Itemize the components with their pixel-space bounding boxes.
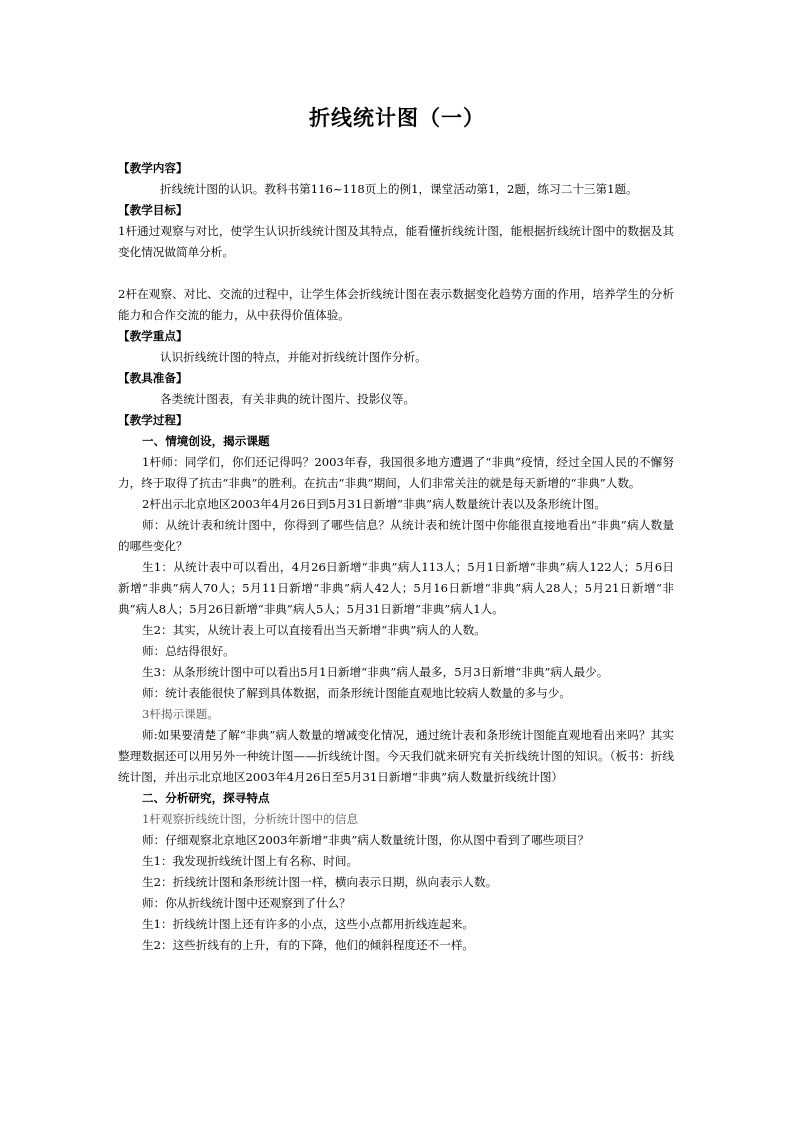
paragraph: 1杆观察折线统计图，分析统计图中的信息 xyxy=(142,812,359,826)
paragraph: 各类统计图表，有关非典的统计图片、投影仪等。 xyxy=(160,392,416,406)
section-heading-prep: 【教具准备】 xyxy=(118,371,188,385)
paragraph: 生1：从统计表中可以看出，4月26日新增“非典”病人113人；5月1日新增“非典”病人122人；5月6日新增“非典”病人70人；5月11日新增“非典”病人42人；5月16日新增“非典”病人28人；5月21日新增“非典”病人8人；5月26日新增“非典”病人5人；5月31日新增“非典”病人1人。 xyxy=(118,560,674,616)
paragraph: 折线统计图的认识。教科书第116~118页上的例1，课堂活动第1，2题，练习二十三第1题。 xyxy=(160,182,638,196)
paragraph: 生2：其实，从统计表上可以直接看出当天新增“非典”病人的人数。 xyxy=(142,623,486,637)
paragraph: 1杆通过观察与对比，使学生认识折线统计图及其特点，能看懂折线统计图，能根据折线统计图中的数据及其变化情况做简单分析。 xyxy=(118,224,674,259)
paragraph: 1杆师：同学们，你们还记得吗？2003年春，我国很多地方遭遇了“非典”疫情，经过全国人民的不懈努力，终于取得了抗击“非典”的胜利。在抗击“非典”期间，人们非常关注的就是每天新增的“非典”人数。 xyxy=(118,455,674,490)
section-heading-process: 【教学过程】 xyxy=(118,413,188,427)
paragraph: 3杆揭示课题。 xyxy=(142,707,219,721)
paragraph: 2杆出示北京地区2003年4月26日到5月31日新增“非典”病人数量统计表以及条形统计图。 xyxy=(142,497,606,511)
paragraph: 生3：从条形统计图中可以看出5月1日新增“非典”病人最多，5月3日新增“非典”病人最少。 xyxy=(142,665,609,679)
paragraph: 生1：折线统计图上还有许多的小点，这些小点都用折线连起来。 xyxy=(142,917,475,931)
document-body xyxy=(118,158,674,956)
paragraph: 认识折线统计图的特点，并能对折线统计图作分析。 xyxy=(160,350,427,364)
paragraph: 生2：这些折线有的上升，有的下降，他们的倾斜程度还不一样。 xyxy=(142,938,475,952)
paragraph: 师：从统计表和统计图中，你得到了哪些信息？从统计表和统计图中你能很直接地看出“非典”病人数量的哪些变化？ xyxy=(118,518,674,553)
paragraph: 师：仔细观察北京地区2003年新增“非典”病人数量统计图，你从图中看到了哪些项目？ xyxy=(142,833,590,847)
paragraph: 生1：我发现折线统计图上有名称、时间。 xyxy=(142,854,359,868)
part-heading: 一、情境创设，揭示课题 xyxy=(142,434,270,448)
paragraph: 师：统计表能很快了解到具体数据，而条形统计图能直观地比较病人数量的多与少。 xyxy=(142,686,571,700)
paragraph: 2杆在观察、对比、交流的过程中，让学生体会折线统计图在表示数据变化趋势方面的作用，培养学生的分析能力和合作交流的能力，从中获得价值体验。 xyxy=(118,287,674,322)
part-heading: 二、分析研究，探寻特点 xyxy=(142,791,270,805)
paragraph: 师：总结得很好。 xyxy=(142,644,235,658)
section-heading-content: 【教学内容】 xyxy=(118,161,188,175)
paragraph: 师：你从折线统计图中还观察到了什么？ xyxy=(142,896,351,910)
section-heading-focus: 【教学重点】 xyxy=(118,329,188,343)
paragraph: 生2：折线统计图和条形统计图一样，横向表示日期，纵向表示人数。 xyxy=(142,875,498,889)
paragraph: 师:如果要清楚了解“非典”病人数量的增减变化情况，通过统计表和条形统计图能直观地看出来吗？其实整理数据还可以用另外一种统计图——折线统计图。今天我们就来研究有关折线统计图的知识。（板书：折线统计图，并出示北京地区2003年4月26日至5月31日新增“非典”病人数量折线统计图） xyxy=(118,728,674,784)
section-heading-goals: 【教学目标】 xyxy=(118,203,188,217)
document-title: 折线统计图（一） xyxy=(309,106,485,130)
